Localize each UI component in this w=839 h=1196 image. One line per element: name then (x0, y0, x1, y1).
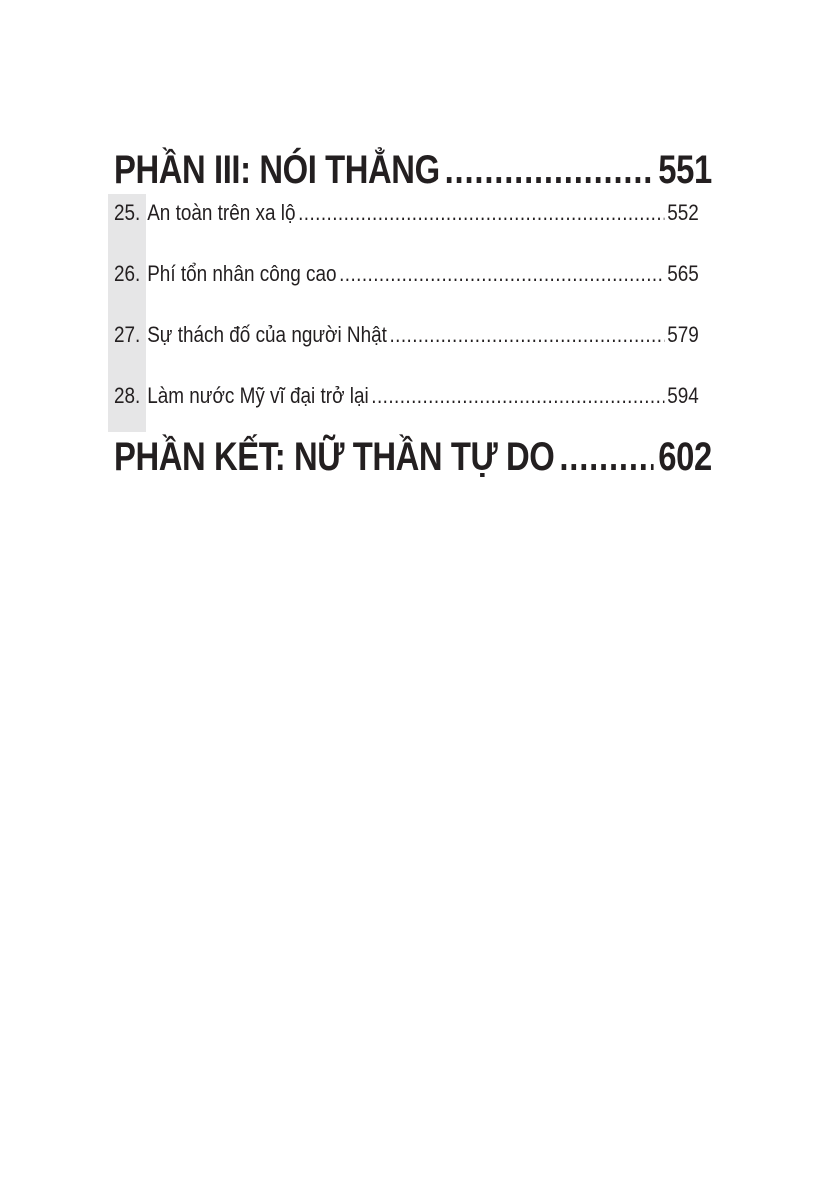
conclusion-heading[interactable] (114, 419, 712, 477)
chapter-page-number: 565 (667, 261, 699, 286)
chapter-number: 27. (114, 322, 141, 347)
dot-leader (298, 202, 665, 224)
part-title: PHẦN III: NÓI THẲNG (114, 148, 440, 192)
chapter-title: Làm nước Mỹ vĩ đại trở lại (147, 383, 369, 408)
chapter-list (114, 202, 712, 415)
chapter-page-number: 552 (667, 200, 699, 225)
chapter-number: 25. (114, 200, 141, 225)
chapter-entry[interactable] (114, 385, 699, 415)
chapter-entry[interactable] (114, 202, 699, 263)
dot-leader (371, 385, 664, 407)
chapter-entry[interactable] (114, 324, 699, 385)
dot-leader (445, 150, 654, 190)
chapter-number: 28. (114, 383, 141, 408)
chapter-page-number: 579 (667, 322, 699, 347)
dot-leader (339, 263, 665, 285)
table-of-contents (114, 132, 712, 477)
chapter-title: Sự thách đố của người Nhật (147, 322, 387, 347)
conclusion-title: PHẦN KẾT: NỮ THẦN TỰ DO (114, 435, 555, 479)
chapter-entry[interactable] (114, 263, 699, 324)
dot-leader (389, 324, 664, 346)
chapter-title: An toàn trên xa lộ (147, 200, 296, 225)
conclusion-page-number: 602 (658, 435, 712, 479)
chapter-number: 26. (114, 261, 141, 286)
dot-leader (559, 437, 653, 477)
chapter-page-number: 594 (667, 383, 699, 408)
part-page-number: 551 (658, 148, 712, 192)
part-heading[interactable] (114, 132, 712, 190)
chapter-title: Phí tổn nhân công cao (147, 261, 337, 286)
